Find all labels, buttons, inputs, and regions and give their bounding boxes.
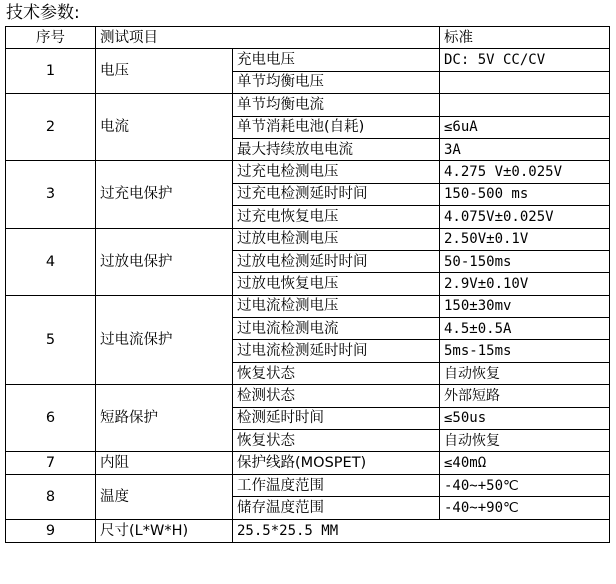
table-row bbox=[6, 94, 610, 116]
standard-value-cell bbox=[440, 71, 610, 93]
table-row bbox=[6, 295, 610, 317]
sub-item-cell: 恢复状态 bbox=[233, 362, 440, 384]
sub-item-cell: 恢复状态 bbox=[233, 430, 440, 452]
standard-value-cell: ≤40mΩ bbox=[440, 452, 610, 474]
standard-value-cell: ≤6uA bbox=[440, 116, 610, 138]
row-index-cell: 2 bbox=[6, 94, 96, 161]
sub-item-cell: 工作温度范围 bbox=[233, 474, 440, 496]
row-index-cell: 6 bbox=[6, 385, 96, 452]
sub-item-cell: 单节均衡电压 bbox=[233, 71, 440, 93]
test-item-cell: 内阻 bbox=[96, 452, 233, 474]
sub-item-cell: 过放电恢复电压 bbox=[233, 273, 440, 295]
sub-item-cell: 检测延时时间 bbox=[233, 407, 440, 429]
row-index-cell: 1 bbox=[6, 49, 96, 94]
standard-value-cell: 2.50V±0.1V bbox=[440, 228, 610, 250]
table-row bbox=[6, 519, 610, 542]
sub-item-cell: 储存温度范围 bbox=[233, 497, 440, 519]
standard-value-cell: 4.5±0.5A bbox=[440, 318, 610, 340]
standard-value-cell bbox=[440, 94, 610, 116]
sub-item-cell: 过电流检测延时时间 bbox=[233, 340, 440, 362]
sub-item-cell: 保护线路(MOSPET) bbox=[233, 452, 440, 474]
sub-item-cell: 过放电检测延时时间 bbox=[233, 250, 440, 272]
row-index-cell: 4 bbox=[6, 228, 96, 295]
sub-item-cell: 过充电恢复电压 bbox=[233, 206, 440, 228]
standard-value-cell: -40~+50℃ bbox=[440, 474, 610, 496]
table-row bbox=[6, 474, 610, 496]
test-item-cell: 电流 bbox=[96, 94, 233, 161]
standard-value-cell: 4.275 V±0.025V bbox=[440, 161, 610, 183]
standard-value-cell: 4.075V±0.025V bbox=[440, 206, 610, 228]
table-row bbox=[6, 161, 610, 183]
standard-value-cell: 自动恢复 bbox=[440, 362, 610, 384]
standard-value-cell: 150-500 ms bbox=[440, 183, 610, 205]
row-index-cell: 9 bbox=[6, 519, 96, 542]
standard-value-cell: 3A bbox=[440, 138, 610, 160]
table-row bbox=[6, 385, 610, 407]
sub-item-cell: 过放电检测电压 bbox=[233, 228, 440, 250]
sub-item-cell: 过充电检测延时时间 bbox=[233, 183, 440, 205]
sub-item-cell: 单节均衡电流 bbox=[233, 94, 440, 116]
sub-item-cell: 检测状态 bbox=[233, 385, 440, 407]
test-item-cell: 过充电保护 bbox=[96, 161, 233, 228]
sub-item-cell: 过充电检测电压 bbox=[233, 161, 440, 183]
sub-item-cell: 过电流检测电流 bbox=[233, 318, 440, 340]
test-item-cell: 温度 bbox=[96, 474, 233, 519]
standard-value-cell: ≤50us bbox=[440, 407, 610, 429]
header-standard: 标准 bbox=[440, 27, 610, 49]
row-index-cell: 5 bbox=[6, 295, 96, 385]
test-item-cell: 过电流保护 bbox=[96, 295, 233, 385]
test-item-cell: 尺寸(L*W*H) bbox=[96, 519, 233, 542]
header-test-item: 测试项目 bbox=[96, 27, 440, 49]
row-index-cell: 8 bbox=[6, 474, 96, 519]
sub-item-cell: 充电电压 bbox=[233, 49, 440, 71]
standard-value-cell: 2.9V±0.10V bbox=[440, 273, 610, 295]
sub-item-cell: 单节消耗电池(自耗) bbox=[233, 116, 440, 138]
standard-value-cell: 自动恢复 bbox=[440, 430, 610, 452]
table-row bbox=[6, 49, 610, 71]
header-index: 序号 bbox=[6, 27, 96, 49]
test-item-cell: 电压 bbox=[96, 49, 233, 94]
standard-value-cell: 150±30mv bbox=[440, 295, 610, 317]
sub-item-cell: 过电流检测电压 bbox=[233, 295, 440, 317]
test-item-cell: 过放电保护 bbox=[96, 228, 233, 295]
sub-item-cell: 最大持续放电电流 bbox=[233, 138, 440, 160]
standard-value-cell: DC: 5V CC/CV bbox=[440, 49, 610, 71]
section-heading: 技术参数: bbox=[6, 3, 80, 23]
table-row bbox=[6, 452, 610, 474]
standard-value-cell: 50-150ms bbox=[440, 250, 610, 272]
spec-table-body bbox=[6, 27, 610, 543]
row-index-cell: 3 bbox=[6, 161, 96, 228]
standard-value-cell: -40~+90℃ bbox=[440, 497, 610, 519]
spec-table bbox=[5, 26, 610, 543]
test-item-cell: 短路保护 bbox=[96, 385, 233, 452]
table-row bbox=[6, 228, 610, 250]
dimension-value-cell: 25.5*25.5 MM bbox=[233, 519, 610, 542]
row-index-cell: 7 bbox=[6, 452, 96, 474]
table-header-row bbox=[6, 27, 610, 49]
standard-value-cell: 5ms-15ms bbox=[440, 340, 610, 362]
standard-value-cell: 外部短路 bbox=[440, 385, 610, 407]
